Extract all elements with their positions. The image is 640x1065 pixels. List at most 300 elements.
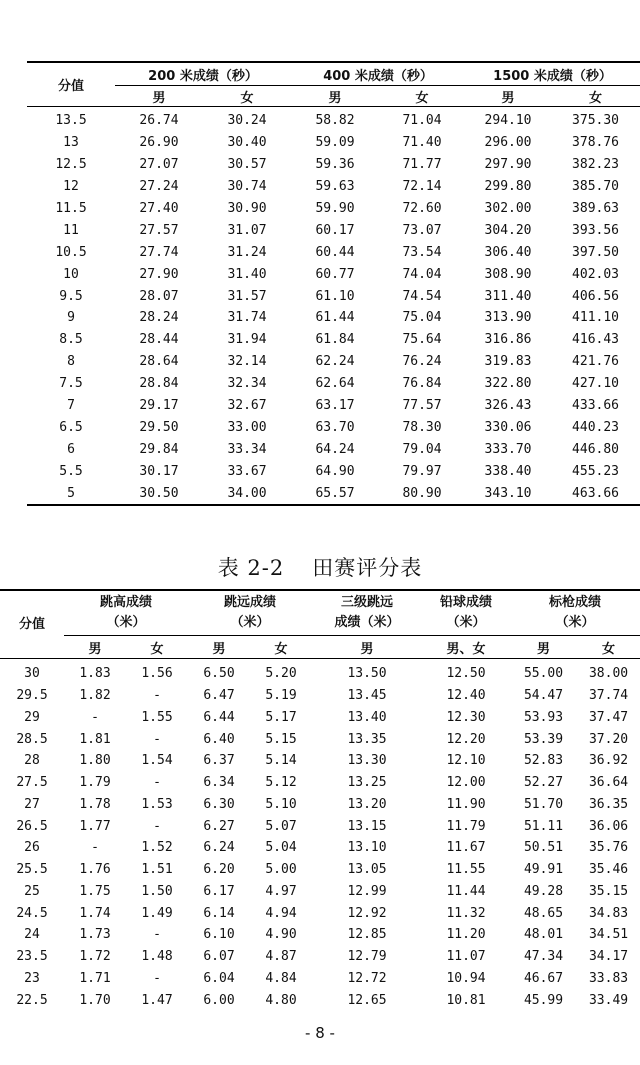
value-cell: 27.90 xyxy=(139,266,179,282)
value-cell: 31.74 xyxy=(227,310,267,326)
value-cell: 1.81 xyxy=(79,731,111,747)
table-row xyxy=(27,438,640,460)
value-cell: 13.20 xyxy=(347,796,387,812)
value-cell: 48.65 xyxy=(523,905,564,921)
score-cell: 24.5 xyxy=(16,905,48,921)
value-cell: 51.11 xyxy=(523,818,564,834)
value-cell: 50.51 xyxy=(523,840,564,856)
value-cell: 385.70 xyxy=(572,179,620,195)
value-cell: 47.34 xyxy=(523,949,564,965)
value-cell: 51.70 xyxy=(523,796,564,812)
score-cell: 13 xyxy=(63,135,79,151)
value-cell: 11.20 xyxy=(446,927,486,943)
value-cell: 299.80 xyxy=(484,179,532,195)
value-cell: 13.25 xyxy=(347,775,387,791)
value-cell: 6.04 xyxy=(203,970,235,986)
value-cell: 1.48 xyxy=(141,949,173,965)
table-row xyxy=(27,395,640,417)
gender-header: 男、女 xyxy=(446,641,486,657)
value-cell: 49.28 xyxy=(523,883,564,899)
value-cell: 1.70 xyxy=(79,992,111,1008)
value-cell: 5.04 xyxy=(265,840,297,856)
table-row xyxy=(27,416,640,438)
value-cell: 31.07 xyxy=(227,222,267,238)
value-cell: 1.80 xyxy=(79,753,111,769)
score-cell: 25 xyxy=(24,883,40,899)
value-cell: - xyxy=(153,970,161,986)
value-cell: 33.67 xyxy=(227,463,267,479)
value-cell: 11.67 xyxy=(446,840,486,856)
table-row xyxy=(27,263,640,285)
value-cell: 79.97 xyxy=(402,463,442,479)
table-row xyxy=(27,198,640,220)
group-header-triple-jump xyxy=(312,590,422,636)
header-line: 铅球成绩 xyxy=(440,595,493,610)
value-cell: 304.20 xyxy=(484,222,532,238)
value-cell: 38.00 xyxy=(588,666,629,682)
value-cell: 28.64 xyxy=(139,354,179,370)
header-line: 跳高成绩 xyxy=(100,595,153,610)
value-cell: 26.90 xyxy=(139,135,179,151)
value-cell: 37.20 xyxy=(588,731,629,747)
value-cell: 46.67 xyxy=(523,970,564,986)
value-cell: 45.99 xyxy=(523,992,564,1008)
value-cell: 77.57 xyxy=(402,398,442,414)
value-cell: 4.80 xyxy=(265,992,297,1008)
value-cell: 35.76 xyxy=(588,840,629,856)
value-cell: 6.44 xyxy=(203,709,235,725)
value-cell: 32.67 xyxy=(227,398,267,414)
value-cell: 31.94 xyxy=(227,332,267,348)
value-cell: 30.74 xyxy=(227,179,267,195)
value-cell: - xyxy=(153,775,161,791)
value-cell: 411.10 xyxy=(572,310,620,326)
value-cell: 1.76 xyxy=(79,862,111,878)
value-cell: 1.77 xyxy=(79,818,111,834)
gender-header: 男 xyxy=(501,90,515,106)
value-cell: 73.07 xyxy=(402,222,442,238)
value-cell: 12.92 xyxy=(347,905,387,921)
track-scoring-table xyxy=(27,61,640,506)
score-cell: 23.5 xyxy=(16,949,48,965)
value-cell: 433.66 xyxy=(572,398,620,414)
table-row xyxy=(0,707,640,729)
value-cell: 74.54 xyxy=(402,288,442,304)
value-cell: 13.45 xyxy=(347,688,387,704)
value-cell: 1.49 xyxy=(141,905,173,921)
score-cell: 12.5 xyxy=(55,157,87,173)
value-cell: 79.04 xyxy=(402,441,442,457)
value-cell: 32.34 xyxy=(227,376,267,392)
score-cell: 9.5 xyxy=(59,288,83,304)
value-cell: 1.50 xyxy=(141,883,173,899)
value-cell: 1.56 xyxy=(141,666,173,682)
value-cell: 333.70 xyxy=(484,441,532,457)
value-cell: 1.82 xyxy=(79,688,111,704)
value-cell: 382.23 xyxy=(572,157,620,173)
score-cell: 6.5 xyxy=(59,419,83,435)
value-cell: 33.34 xyxy=(227,441,267,457)
table-row xyxy=(0,859,640,881)
value-cell: 402.03 xyxy=(572,266,620,282)
gender-header: 女 xyxy=(602,641,616,657)
gender-header: 男 xyxy=(360,641,374,657)
value-cell: 6.10 xyxy=(203,927,235,943)
value-cell: 61.84 xyxy=(315,332,355,348)
score-cell: 11 xyxy=(63,222,79,238)
value-cell: 36.64 xyxy=(588,775,629,791)
value-cell: 72.60 xyxy=(402,201,442,216)
value-cell: 37.47 xyxy=(588,709,629,725)
gender-header: 男 xyxy=(152,90,166,106)
value-cell: 5.12 xyxy=(265,775,297,791)
value-cell: 11.55 xyxy=(446,862,486,878)
value-cell: 296.00 xyxy=(484,135,532,151)
value-cell: 389.63 xyxy=(572,201,620,216)
group-header-400m: 400 米成绩（秒） xyxy=(291,62,465,86)
value-cell: 34.17 xyxy=(588,949,629,965)
value-cell: 1.54 xyxy=(141,753,173,769)
table-row xyxy=(0,968,640,990)
table-row xyxy=(0,659,640,685)
value-cell: 36.35 xyxy=(588,796,629,812)
score-cell: 5.5 xyxy=(59,463,83,479)
value-cell: 35.15 xyxy=(588,883,629,899)
value-cell: 5.17 xyxy=(265,709,297,725)
value-cell: 33.83 xyxy=(588,970,629,986)
gender-header: 女 xyxy=(415,90,429,106)
value-cell: 1.53 xyxy=(141,796,173,812)
value-cell: 5.00 xyxy=(265,862,297,878)
value-cell: 311.40 xyxy=(484,288,532,304)
value-cell: 6.24 xyxy=(203,840,235,856)
score-cell: 5 xyxy=(67,485,75,501)
header-line: （米） xyxy=(230,615,270,630)
value-cell: 28.24 xyxy=(139,310,179,326)
value-cell: 30.50 xyxy=(139,485,179,501)
value-cell: 440.23 xyxy=(572,419,620,435)
table-row xyxy=(0,989,640,1011)
value-cell: 6.37 xyxy=(203,753,235,769)
value-cell: 12.30 xyxy=(446,709,486,725)
value-cell: 27.07 xyxy=(139,157,179,173)
header-line: 三级跳远 xyxy=(341,595,394,610)
value-cell: 397.50 xyxy=(572,244,620,260)
score-cell: 27 xyxy=(24,796,40,812)
score-header: 分值 xyxy=(18,616,45,632)
value-cell: 30.24 xyxy=(227,113,267,129)
value-cell: 6.50 xyxy=(203,666,235,682)
value-cell: 4.90 xyxy=(265,927,297,943)
value-cell: 62.64 xyxy=(315,376,355,392)
group-header-high-jump xyxy=(64,590,188,636)
value-cell: 52.27 xyxy=(523,775,564,791)
value-cell: 5.10 xyxy=(265,796,297,812)
table-row xyxy=(0,772,640,794)
score-cell: 28.5 xyxy=(16,731,48,747)
value-cell: 1.47 xyxy=(141,992,173,1008)
value-cell: 297.90 xyxy=(484,157,532,173)
table-row xyxy=(0,685,640,707)
value-cell: 58.82 xyxy=(315,113,355,129)
value-cell: 319.83 xyxy=(484,354,532,370)
value-cell: 12.00 xyxy=(446,775,486,791)
value-cell: 294.10 xyxy=(484,113,532,129)
value-cell: 29.84 xyxy=(139,441,179,457)
value-cell: 463.66 xyxy=(572,485,620,501)
score-cell: 29 xyxy=(24,709,40,725)
value-cell: 28.84 xyxy=(139,376,179,392)
value-cell: 302.00 xyxy=(484,201,532,216)
gender-header: 男 xyxy=(212,641,226,657)
page-number: - 8 - xyxy=(305,1024,335,1042)
value-cell: 12.10 xyxy=(446,753,486,769)
value-cell: 1.83 xyxy=(79,666,111,682)
value-cell: 6.17 xyxy=(203,883,235,899)
group-header-1500m: 1500 米成绩（秒） xyxy=(465,62,640,86)
value-cell: 378.76 xyxy=(572,135,620,151)
value-cell: 61.10 xyxy=(315,288,355,304)
table-row xyxy=(0,924,640,946)
value-cell: 5.14 xyxy=(265,753,297,769)
value-cell: 316.86 xyxy=(484,332,532,348)
value-cell: 59.90 xyxy=(315,201,355,216)
value-cell: 64.24 xyxy=(315,441,355,457)
table-row xyxy=(27,219,640,241)
value-cell: 75.64 xyxy=(402,332,442,348)
value-cell: 62.24 xyxy=(315,354,355,370)
score-cell: 27.5 xyxy=(16,775,48,791)
table-row xyxy=(0,946,640,968)
value-cell: - xyxy=(153,927,161,943)
value-cell: 33.49 xyxy=(588,992,629,1008)
table-row xyxy=(0,728,640,750)
value-cell: 30.57 xyxy=(227,157,267,173)
value-cell: 322.80 xyxy=(484,376,532,392)
value-cell: 55.00 xyxy=(523,666,564,682)
table-row xyxy=(0,794,640,816)
value-cell: 1.74 xyxy=(79,905,111,921)
gender-header: 女 xyxy=(240,90,254,106)
value-cell: 6.40 xyxy=(203,731,235,747)
value-cell: 71.04 xyxy=(402,113,442,129)
value-cell: 60.17 xyxy=(315,222,355,238)
value-cell: 71.40 xyxy=(402,135,442,151)
value-cell: 60.77 xyxy=(315,266,355,282)
value-cell: 34.51 xyxy=(588,927,629,943)
value-cell: 4.87 xyxy=(265,949,297,965)
score-cell: 25.5 xyxy=(16,862,48,878)
value-cell: 26.74 xyxy=(139,113,179,129)
score-cell: 26.5 xyxy=(16,818,48,834)
score-cell: 28 xyxy=(24,753,40,769)
value-cell: 11.07 xyxy=(446,949,486,965)
value-cell: 5.07 xyxy=(265,818,297,834)
score-cell: 29.5 xyxy=(16,688,48,704)
group-header-200m: 200 米成绩（秒） xyxy=(115,62,291,86)
value-cell: 11.79 xyxy=(446,818,486,834)
score-cell: 26 xyxy=(24,840,40,856)
value-cell: 1.75 xyxy=(79,883,111,899)
value-cell: 6.20 xyxy=(203,862,235,878)
header-line: （米） xyxy=(106,615,146,630)
score-cell: 9 xyxy=(67,310,75,326)
value-cell: 54.47 xyxy=(523,688,564,704)
value-cell: 6.34 xyxy=(203,775,235,791)
gender-header: 女 xyxy=(274,641,288,657)
value-cell: 5.20 xyxy=(265,666,297,682)
value-cell: 12.72 xyxy=(347,970,387,986)
value-cell: 35.46 xyxy=(588,862,629,878)
value-cell: 1.51 xyxy=(141,862,173,878)
value-cell: 393.56 xyxy=(572,222,620,238)
value-cell: 11.44 xyxy=(446,883,486,899)
value-cell: 6.07 xyxy=(203,949,235,965)
value-cell: 326.43 xyxy=(484,398,532,414)
value-cell: 76.84 xyxy=(402,376,442,392)
value-cell: 27.57 xyxy=(139,222,179,238)
value-cell: 53.39 xyxy=(523,731,564,747)
value-cell: 28.44 xyxy=(139,332,179,348)
score-cell: 13.5 xyxy=(55,113,87,129)
value-cell: 29.50 xyxy=(139,419,179,435)
score-cell: 11.5 xyxy=(55,201,87,216)
value-cell: 1.52 xyxy=(141,840,173,856)
value-cell: 31.57 xyxy=(227,288,267,304)
value-cell: 30.17 xyxy=(139,463,179,479)
header-line: 成绩（米） xyxy=(334,615,400,630)
value-cell: 63.17 xyxy=(315,398,355,414)
gender-header: 女 xyxy=(589,90,603,106)
value-cell: 52.83 xyxy=(523,753,564,769)
score-cell: 8.5 xyxy=(59,332,83,348)
header-line: 跳远成绩 xyxy=(224,595,277,610)
table-row xyxy=(0,750,640,772)
value-cell: 13.50 xyxy=(347,666,387,682)
field-table-title xyxy=(0,552,640,582)
value-cell: 76.24 xyxy=(402,354,442,370)
value-cell: 13.30 xyxy=(347,753,387,769)
value-cell: 48.01 xyxy=(523,927,564,943)
value-cell: 32.14 xyxy=(227,354,267,370)
value-cell: 33.00 xyxy=(227,419,267,435)
value-cell: 1.79 xyxy=(79,775,111,791)
table-row xyxy=(27,241,640,263)
table-row xyxy=(27,329,640,351)
table-row xyxy=(27,482,640,505)
gender-header: 女 xyxy=(150,641,164,657)
value-cell: 59.09 xyxy=(315,135,355,151)
value-cell: 31.40 xyxy=(227,266,267,282)
header-line: （米） xyxy=(555,615,595,630)
table-row xyxy=(27,154,640,176)
score-cell: 7 xyxy=(67,398,75,414)
value-cell: 1.72 xyxy=(79,949,111,965)
value-cell: - xyxy=(153,818,161,834)
table-row xyxy=(27,285,640,307)
value-cell: 416.43 xyxy=(572,332,620,348)
value-cell: 6.47 xyxy=(203,688,235,704)
value-cell: - xyxy=(153,731,161,747)
value-cell: 64.90 xyxy=(315,463,355,479)
value-cell: 12.99 xyxy=(347,883,387,899)
value-cell: - xyxy=(91,709,99,725)
value-cell: 4.84 xyxy=(265,970,297,986)
score-cell: 30 xyxy=(24,666,40,682)
value-cell: 27.40 xyxy=(139,201,179,216)
value-cell: 34.83 xyxy=(588,905,629,921)
score-cell: 6 xyxy=(67,441,75,457)
value-cell: 455.23 xyxy=(572,463,620,479)
value-cell: 427.10 xyxy=(572,376,620,392)
score-header: 分值 xyxy=(57,79,84,94)
value-cell: 12.85 xyxy=(347,927,387,943)
score-cell: 8 xyxy=(67,354,75,370)
table-row xyxy=(0,837,640,859)
table-name: 田赛评分表 xyxy=(312,556,423,580)
value-cell: 1.55 xyxy=(141,709,173,725)
value-cell: - xyxy=(91,840,99,856)
score-cell: 10 xyxy=(63,266,79,282)
value-cell: 12.50 xyxy=(446,666,486,682)
table-row xyxy=(0,881,640,903)
value-cell: 6.14 xyxy=(203,905,235,921)
table-row xyxy=(27,132,640,154)
gender-header: 男 xyxy=(537,641,551,657)
header-line: 标枪成绩 xyxy=(549,595,602,610)
value-cell: 27.74 xyxy=(139,244,179,260)
value-cell: 71.77 xyxy=(402,157,442,173)
value-cell: 75.04 xyxy=(402,310,442,326)
value-cell: 28.07 xyxy=(139,288,179,304)
value-cell: 13.35 xyxy=(347,731,387,747)
header-line: （米） xyxy=(446,615,486,630)
value-cell: 36.92 xyxy=(588,753,629,769)
value-cell: 5.15 xyxy=(265,731,297,747)
value-cell: 65.57 xyxy=(315,485,355,501)
table-row xyxy=(27,460,640,482)
value-cell: 1.78 xyxy=(79,796,111,812)
group-header-shot-put xyxy=(422,590,510,636)
score-cell: 7.5 xyxy=(59,376,83,392)
value-cell: 63.70 xyxy=(315,419,355,435)
value-cell: 4.94 xyxy=(265,905,297,921)
value-cell: 12.65 xyxy=(347,992,387,1008)
table-row xyxy=(27,307,640,329)
value-cell: 13.10 xyxy=(347,840,387,856)
gender-header: 男 xyxy=(88,641,102,657)
value-cell: 375.30 xyxy=(572,113,620,129)
value-cell: 6.30 xyxy=(203,796,235,812)
value-cell: 36.06 xyxy=(588,818,629,834)
value-cell: 13.15 xyxy=(347,818,387,834)
table-row xyxy=(0,815,640,837)
value-cell: 421.76 xyxy=(572,354,620,370)
value-cell: 72.14 xyxy=(402,179,442,195)
score-cell: 22.5 xyxy=(16,992,48,1008)
field-scoring-table xyxy=(0,589,640,1011)
value-cell: 338.40 xyxy=(484,463,532,479)
value-cell: 5.19 xyxy=(265,688,297,704)
value-cell: 34.00 xyxy=(227,485,267,501)
value-cell: 12.79 xyxy=(347,949,387,965)
table-row xyxy=(27,351,640,373)
value-cell: 13.40 xyxy=(347,709,387,725)
value-cell: 80.90 xyxy=(402,485,442,501)
value-cell: 53.93 xyxy=(523,709,564,725)
value-cell: 10.81 xyxy=(446,992,486,1008)
value-cell: 27.24 xyxy=(139,179,179,195)
